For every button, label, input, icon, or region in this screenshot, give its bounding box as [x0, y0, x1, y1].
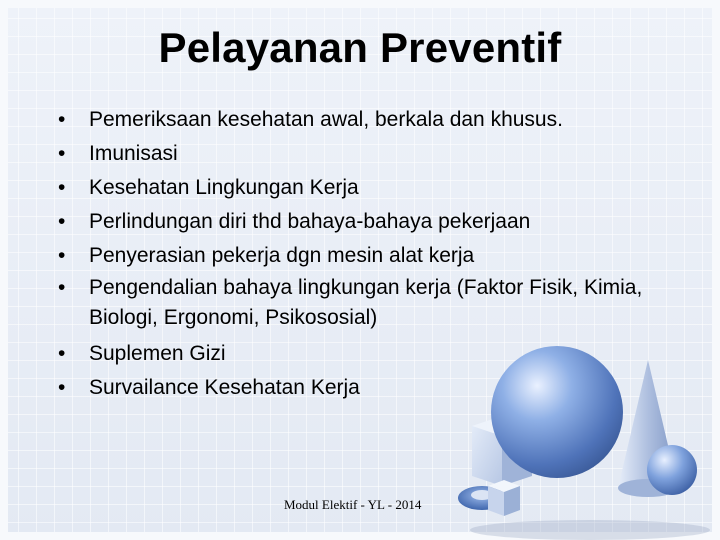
bullet-item: • Survailance Kesehatan Kerja: [52, 371, 692, 405]
shape-shadow: [470, 520, 710, 540]
bullet-item: • Perlindungan diri thd bahaya-bahaya pekerjaan: [52, 205, 692, 239]
bullet-item: • Penyerasian pekerja dgn mesin alat kerja: [52, 239, 692, 273]
slide-title: Pelayanan Preventif: [158, 24, 562, 71]
geometric-shapes-illustration: [440, 330, 720, 540]
large-sphere-shape: [491, 346, 623, 478]
bullet-item: • Imunisasi: [52, 137, 692, 171]
bullet-item: • Kesehatan Lingkungan Kerja: [52, 171, 692, 205]
bullet-item: • Pengendalian bahaya lingkungan kerja (Faktor Fisik, Kimia, Biologi, Ergonomi, Psikososial): [52, 273, 692, 337]
small-cube-shape: [488, 480, 520, 516]
bullet-item: • Pemeriksaan kesehatan awal, berkala dan khusus.: [52, 103, 692, 137]
bullet-item: • Suplemen Gizi: [52, 337, 692, 371]
small-sphere-shape: [647, 445, 697, 495]
footer-text: Modul Elektif - YL - 2014: [284, 497, 422, 512]
